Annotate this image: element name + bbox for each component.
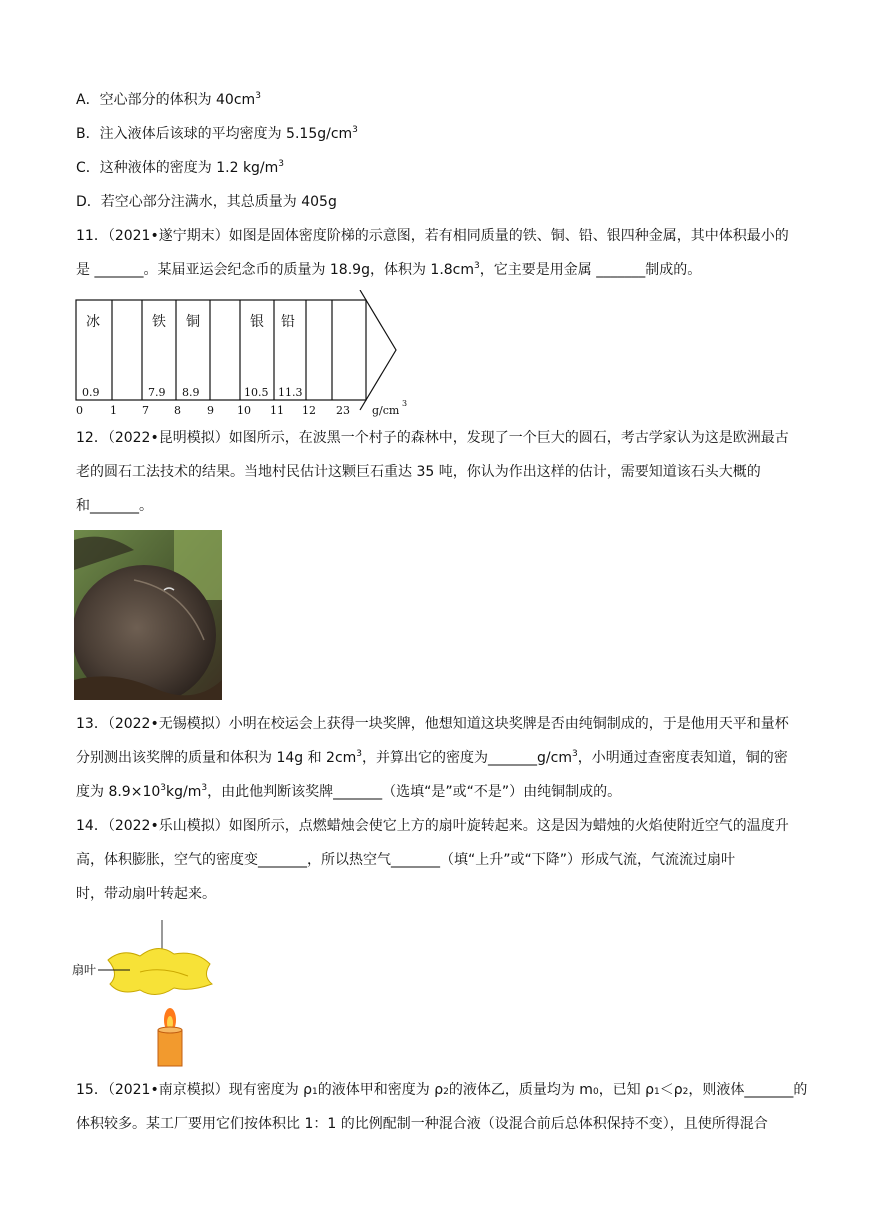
tick-8: 8 [174, 404, 181, 417]
label-iron: 铁 [152, 314, 166, 330]
q11-line1: 11．（2021•遂宁期末）如图是固体密度阶梯的示意图，若有相同质量的铁、铜、铅、银四种金属，其中体积最小的 [76, 228, 789, 244]
q13-line1: 13．（2022•无锡模拟）小明在校运会上获得一块奖牌，他想知道这块奖牌是否由纯铜制成的，于是他用天平和量杯 [76, 716, 789, 732]
tick-1: 1 [110, 404, 117, 417]
tick-7: 7 [142, 404, 149, 417]
label-lead: 铅 [281, 314, 295, 330]
q13-line3: 度为 $8.9\times 10^3kg/m^3$，由此他判断该奖牌_______（选填“是”或“不是”）由纯铜制成的。 [76, 783, 622, 800]
option-a: A．空心部分的体积为 $40cm^3$ [76, 91, 261, 108]
q12-line3: 和_______。 [76, 498, 153, 514]
tick-23: 23 [336, 404, 350, 417]
q15-line1: 15．（2021•南京模拟）现有密度为 $\rho_1$的液体甲和密度为 $\rho_2$的液体乙，质量均为 $m_0$，已知 $\rho_1<\rho_2$，则液体_______的 [76, 1082, 808, 1098]
value-copper: 8.9 [182, 386, 200, 399]
tick-0: 0 [76, 404, 83, 417]
q14-line2: 高，体积膨胀，空气的密度变_______，所以热空气_______（填“上升”或“下降”）形成气流，气流流过扇叶 [76, 852, 736, 868]
value-silver: 10.5 [244, 386, 269, 399]
unit-label: g/cm [372, 404, 400, 417]
value-ice: 0.9 [82, 386, 100, 399]
q14-line3: 时，带动扇叶转起来。 [76, 886, 216, 902]
q11-line2: 是 _______。某届亚运会纪念币的质量为 18.9g，体积为 $1.8cm^3$，它主要是用金属 _______制成的。 [76, 261, 702, 278]
value-lead: 11.3 [278, 386, 303, 399]
boulder-photo [74, 530, 222, 700]
value-iron: 7.9 [148, 386, 166, 399]
fan-blade-label: 扇叶 [72, 963, 97, 977]
candle-fan-figure [70, 920, 230, 1070]
q12-line2: 老的圆石工法技术的结果。当地村民估计这颗巨石重达 35 吨，你认为作出这样的估计，需要知道该石头大概的 [76, 464, 761, 480]
option-d: D．若空心部分注满水，其总质量为 405g [76, 194, 337, 210]
option-b: B．注入液体后该球的平均密度为 $5.15g/cm^3$ [76, 125, 358, 142]
q13-line2: 分别测出该奖牌的质量和体积为 14g 和 $2cm^3$，并算出它的密度为$\_\_\_\_\_\_\_g/cm^3$，小明通过查密度表知道，铜的密 [76, 749, 788, 766]
label-ice: 冰 [86, 314, 100, 330]
tick-12: 12 [302, 404, 316, 417]
q12-line1: 12．（2022•昆明模拟）如图所示，在波黑一个村子的森林中，发现了一个巨大的圆石，考古学家认为这是欧洲最古 [76, 430, 789, 446]
option-c: C．这种液体的密度为 1.2 $kg/m^3$ [76, 159, 285, 176]
density-ladder-figure [70, 290, 430, 420]
label-copper: 铜 [186, 314, 200, 330]
tick-9: 9 [207, 404, 214, 417]
q15-line2: 体积较多。某工厂要用它们按体积比 1：1 的比例配制一种混合液（设混合前后总体积保持不变），且使所得混合 [76, 1116, 768, 1132]
q14-line1: 14．（2022•乐山模拟）如图所示，点燃蜡烛会使它上方的扇叶旋转起来。这是因为蜡烛的火焰使附近空气的温度升 [76, 818, 789, 834]
tick-11: 11 [270, 404, 284, 417]
label-silver: 银 [250, 314, 264, 330]
unit-sup: 3 [402, 399, 408, 408]
tick-10: 10 [237, 404, 251, 417]
